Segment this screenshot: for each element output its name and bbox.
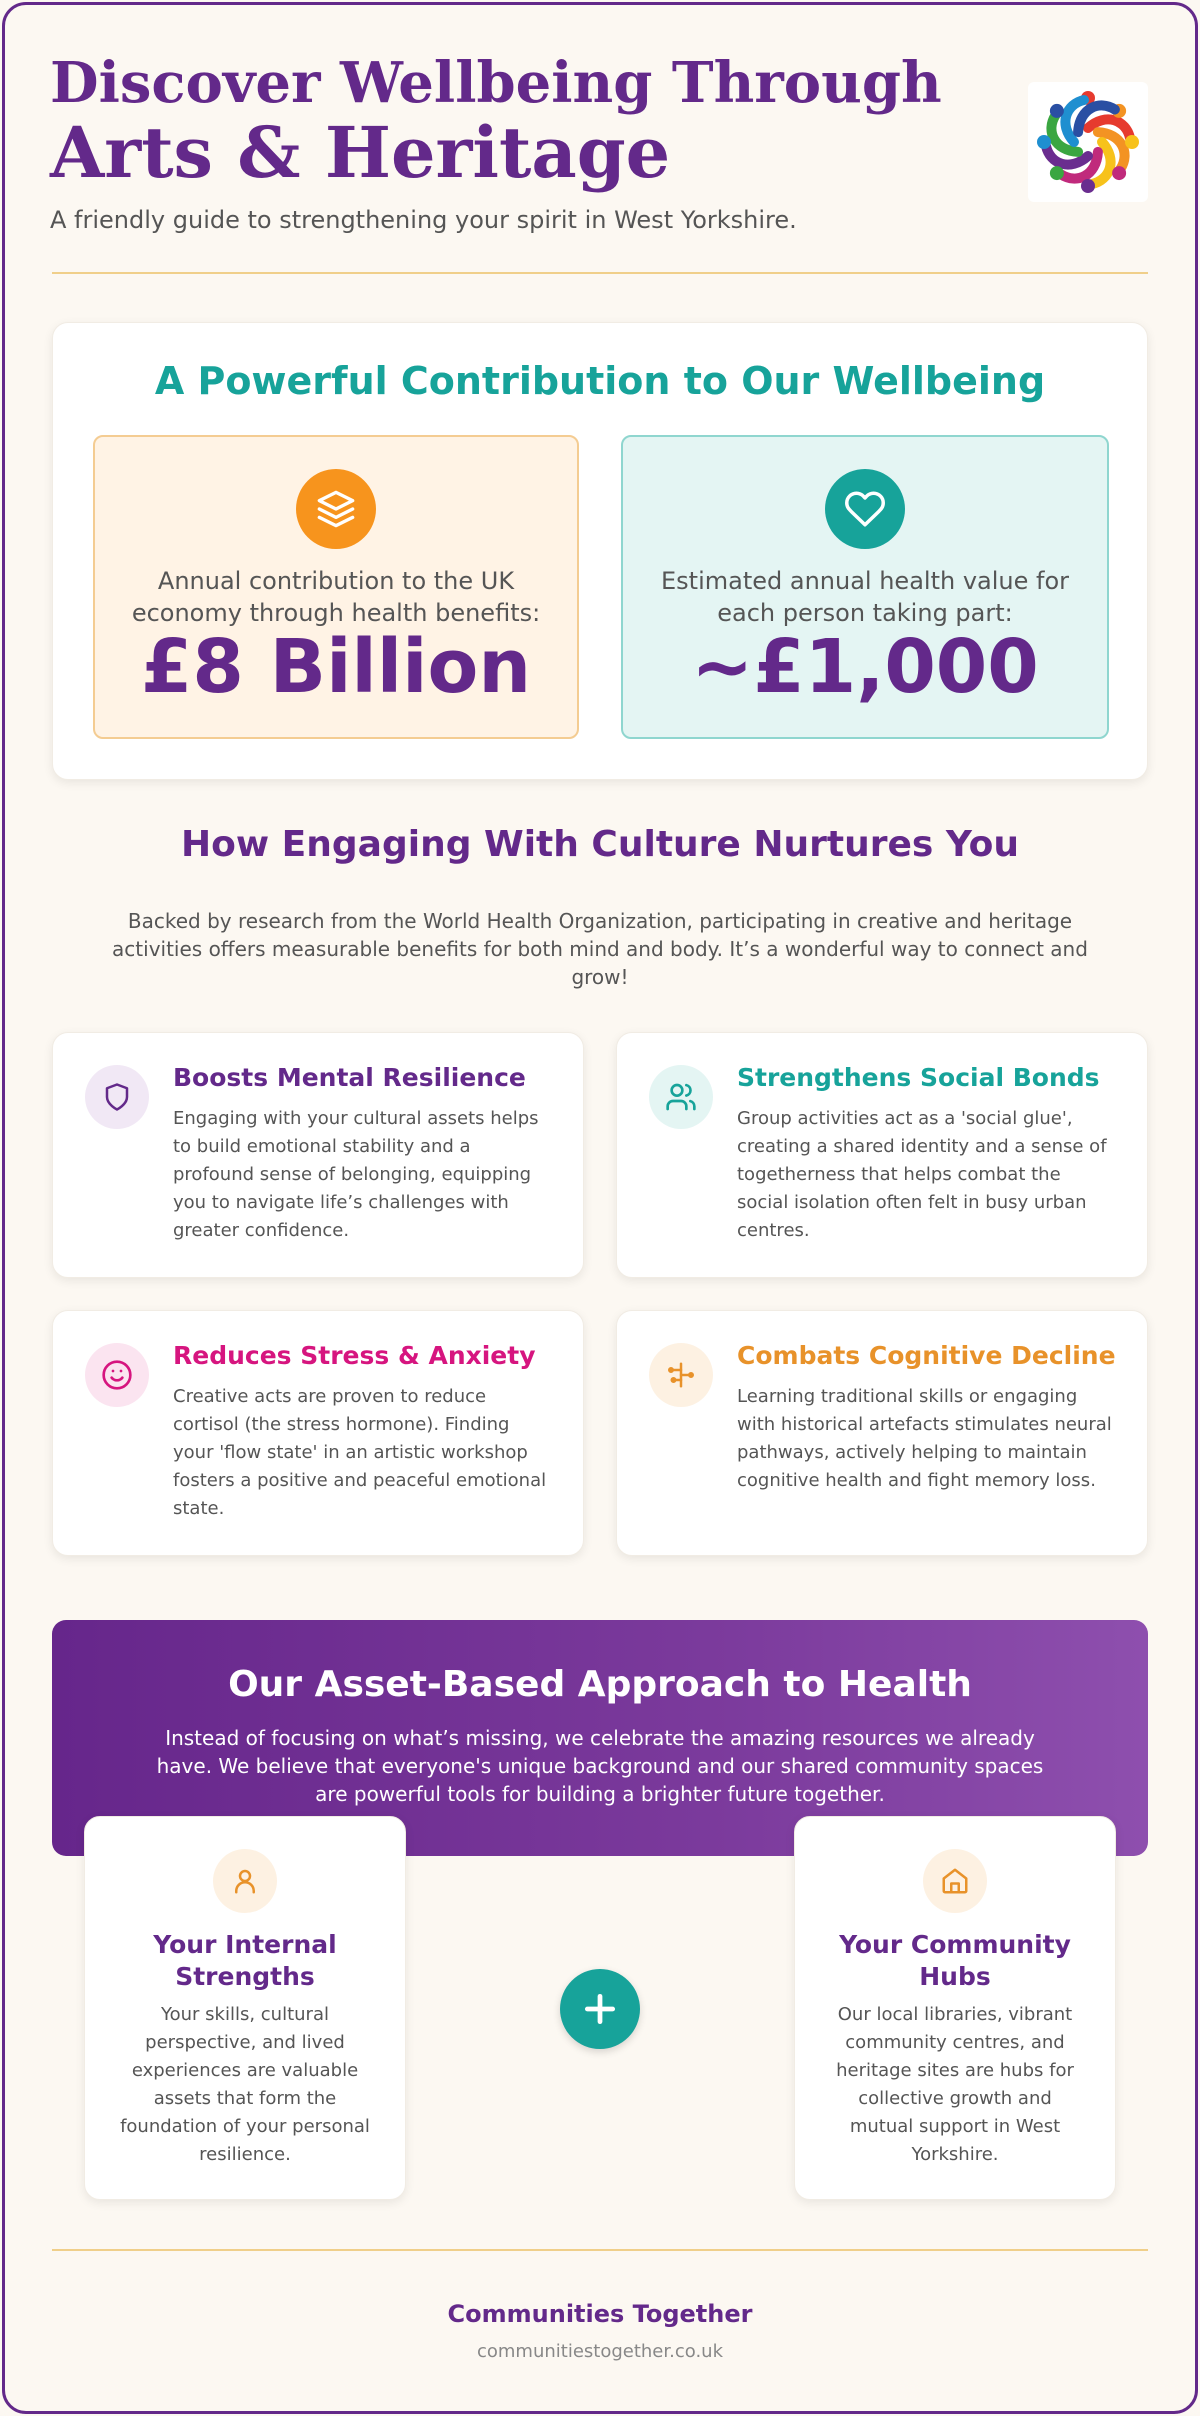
community-circle-logo	[1028, 82, 1148, 202]
brain-circuit-icon	[649, 1343, 713, 1407]
culture-section-title: How Engaging With Culture Nurtures You	[181, 824, 1019, 865]
shield-icon	[85, 1065, 149, 1129]
benefit-text: Group activities act as a 'social glue', creating a shared identity and a sense of togetherness that helps combat the social isolation often felt in busy urban centres.	[737, 1108, 1107, 1241]
benefit-text: Creative acts are proven to reduce cortisol (the stress hormone). Finding your 'flow state' in an artistic workshop fosters a positive and peaceful emotional state.	[173, 1386, 547, 1519]
approach-title: Our Asset-Based Approach to Health	[228, 1664, 972, 1705]
page-title-line-1: Discover Wellbeing Through	[50, 50, 942, 116]
person-icon	[213, 1849, 277, 1913]
smile-icon	[85, 1343, 149, 1407]
asset-card-community-hubs	[794, 1816, 1116, 2200]
stat-label: Estimated annual health value for each person taking part:	[661, 567, 1069, 627]
asset-title: Your Community Hubs	[839, 1930, 1071, 1991]
benefit-text: Learning traditional skills or engaging with historical artefacts stimulates neural pathways, actively helping to maintain cognitive health and fight memory loss.	[737, 1386, 1112, 1491]
asset-card-internal-strengths	[84, 1816, 406, 2200]
layers-icon	[296, 469, 376, 549]
benefit-title: Combats Cognitive Decline	[737, 1341, 1116, 1370]
benefit-card-social-bonds	[616, 1032, 1148, 1278]
asset-title: Your Internal Strengths	[153, 1930, 337, 1991]
stat-card-per-person	[621, 435, 1109, 739]
page-subtitle: A friendly guide to strengthening your spirit in West Yorkshire.	[50, 206, 797, 234]
header-divider	[52, 272, 1148, 274]
benefit-title: Strengthens Social Bonds	[737, 1063, 1100, 1092]
contribution-card	[52, 322, 1148, 780]
benefit-card-mental-resilience	[52, 1032, 584, 1278]
benefit-card-cognitive-decline	[616, 1310, 1148, 1556]
stat-value: £8 Billion	[140, 624, 532, 710]
heart-icon	[825, 469, 905, 549]
stat-label: Annual contribution to the UK economy through health benefits:	[131, 567, 541, 627]
stat-value: ~£1,000	[691, 624, 1039, 710]
page-header	[50, 52, 1150, 234]
footer-divider	[52, 2249, 1148, 2251]
approach-text: Instead of focusing on what’s missing, we celebrate the amazing resources we already have. We believe that everyone's unique background and our shared community spaces are powerful tools for building a brighter future together.	[156, 1726, 1044, 1806]
footer-url-link[interactable]: communitiestogether.co.uk	[476, 2341, 724, 2362]
page-title-line-2: Arts & Heritage	[50, 111, 671, 194]
plus-button[interactable]	[560, 1969, 640, 2049]
benefit-card-stress-anxiety	[52, 1310, 584, 1556]
benefit-title: Boosts Mental Resilience	[173, 1063, 526, 1092]
culture-intro: Backed by research from the World Health Organization, participating in creative and heritage activities offers measurable benefits for both mind and body. It’s a wonderful way to connect and grow!	[112, 909, 1088, 989]
asset-text: Our local libraries, vibrant community centres, and heritage sites are hubs for collective growth and mutual support in West Yorkshire.	[836, 2004, 1074, 2165]
home-icon	[923, 1849, 987, 1913]
benefit-title: Reduces Stress & Anxiety	[173, 1341, 536, 1370]
plus-icon	[581, 1990, 619, 2028]
benefit-text: Engaging with your cultural assets helps to build emotional stability and a profound sense of belonging, equipping you to navigate life’s challenges with greater confidence.	[173, 1108, 539, 1241]
users-icon	[649, 1065, 713, 1129]
contribution-title: A Powerful Contribution to Our Wellbeing	[154, 359, 1046, 403]
asset-text: Your skills, cultural perspective, and lived experiences are valuable assets that form the foundation of your personal resilience.	[120, 2004, 370, 2165]
stat-card-economy	[93, 435, 579, 739]
footer-org-name: Communities Together	[447, 2300, 753, 2328]
